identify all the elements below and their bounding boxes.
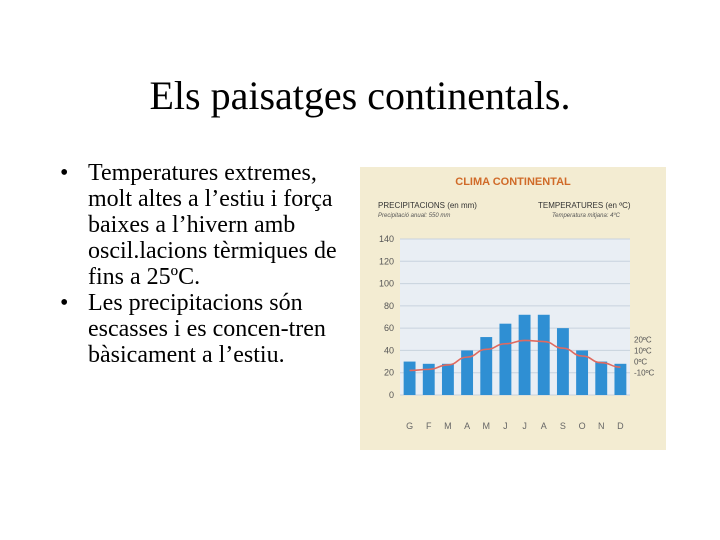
y-tick-label: 0 xyxy=(388,390,394,400)
y-tick-label: 100 xyxy=(378,278,394,289)
x-tick-label: M xyxy=(444,421,452,431)
bullet-item xyxy=(60,160,350,290)
x-tick-label: J xyxy=(522,421,527,431)
y-tick-label: 120 xyxy=(378,256,394,267)
x-tick-label: A xyxy=(464,421,471,431)
temp-tick-label: -10ºC xyxy=(634,368,655,378)
bullet-item xyxy=(60,290,350,368)
y-tick-label: 60 xyxy=(383,323,394,334)
x-tick-label: D xyxy=(617,421,624,431)
x-tick-label: J xyxy=(503,421,508,431)
y-tick-label: 80 xyxy=(383,300,394,311)
precip-subheader: Precipitació anual: 550 mm xyxy=(378,213,451,219)
precip-bar xyxy=(442,364,454,395)
y-tick-label: 140 xyxy=(378,234,394,244)
precip-bar xyxy=(538,315,550,395)
chart-title: CLIMA CONTINENTAL xyxy=(455,176,571,188)
x-tick-label: A xyxy=(540,421,547,431)
y-tick-label: 20 xyxy=(383,367,394,378)
temp-tick-label: 10ºC xyxy=(634,346,652,356)
slide-title: Els paisatges continentals. xyxy=(149,73,571,118)
temp-tick-label: 20ºC xyxy=(634,335,652,345)
precip-header: PRECIPITACIONS (en mm) xyxy=(378,201,477,210)
x-tick-label: G xyxy=(406,421,414,431)
x-tick-label: M xyxy=(482,421,490,431)
bullet-dot: • xyxy=(60,160,69,186)
bullet-text: Temperatures extremes, molt altes a l’estiu i força baixes a l’hivern amb oscil.lacions tèrmiques de fins a 25ºC. xyxy=(88,160,337,290)
x-tick-label: O xyxy=(578,421,586,431)
bullet-list xyxy=(60,160,350,368)
temp-subheader: Temperatura mitjana: 4ºC xyxy=(552,213,621,219)
x-tick-label: S xyxy=(559,421,566,431)
precip-bar xyxy=(595,362,607,395)
precip-bar xyxy=(557,328,569,395)
climate-chart xyxy=(360,167,666,450)
chart-svg xyxy=(360,167,666,450)
temp-tick-label: 0ºC xyxy=(634,357,648,367)
precip-bar xyxy=(404,362,416,395)
temp-header: TEMPERATURES (en ºC) xyxy=(538,201,631,210)
x-tick-label: N xyxy=(598,421,605,431)
y-tick-label: 40 xyxy=(383,345,394,356)
precip-bar xyxy=(519,315,531,395)
precip-bar xyxy=(499,324,511,395)
x-tick-label: F xyxy=(426,421,432,431)
precip-bar xyxy=(480,337,492,395)
bullet-dot: • xyxy=(60,290,69,316)
bullet-text: Les precipitacions són escasses i es concen-tren bàsicament a l’estiu. xyxy=(88,290,326,368)
precip-bar xyxy=(614,364,626,395)
